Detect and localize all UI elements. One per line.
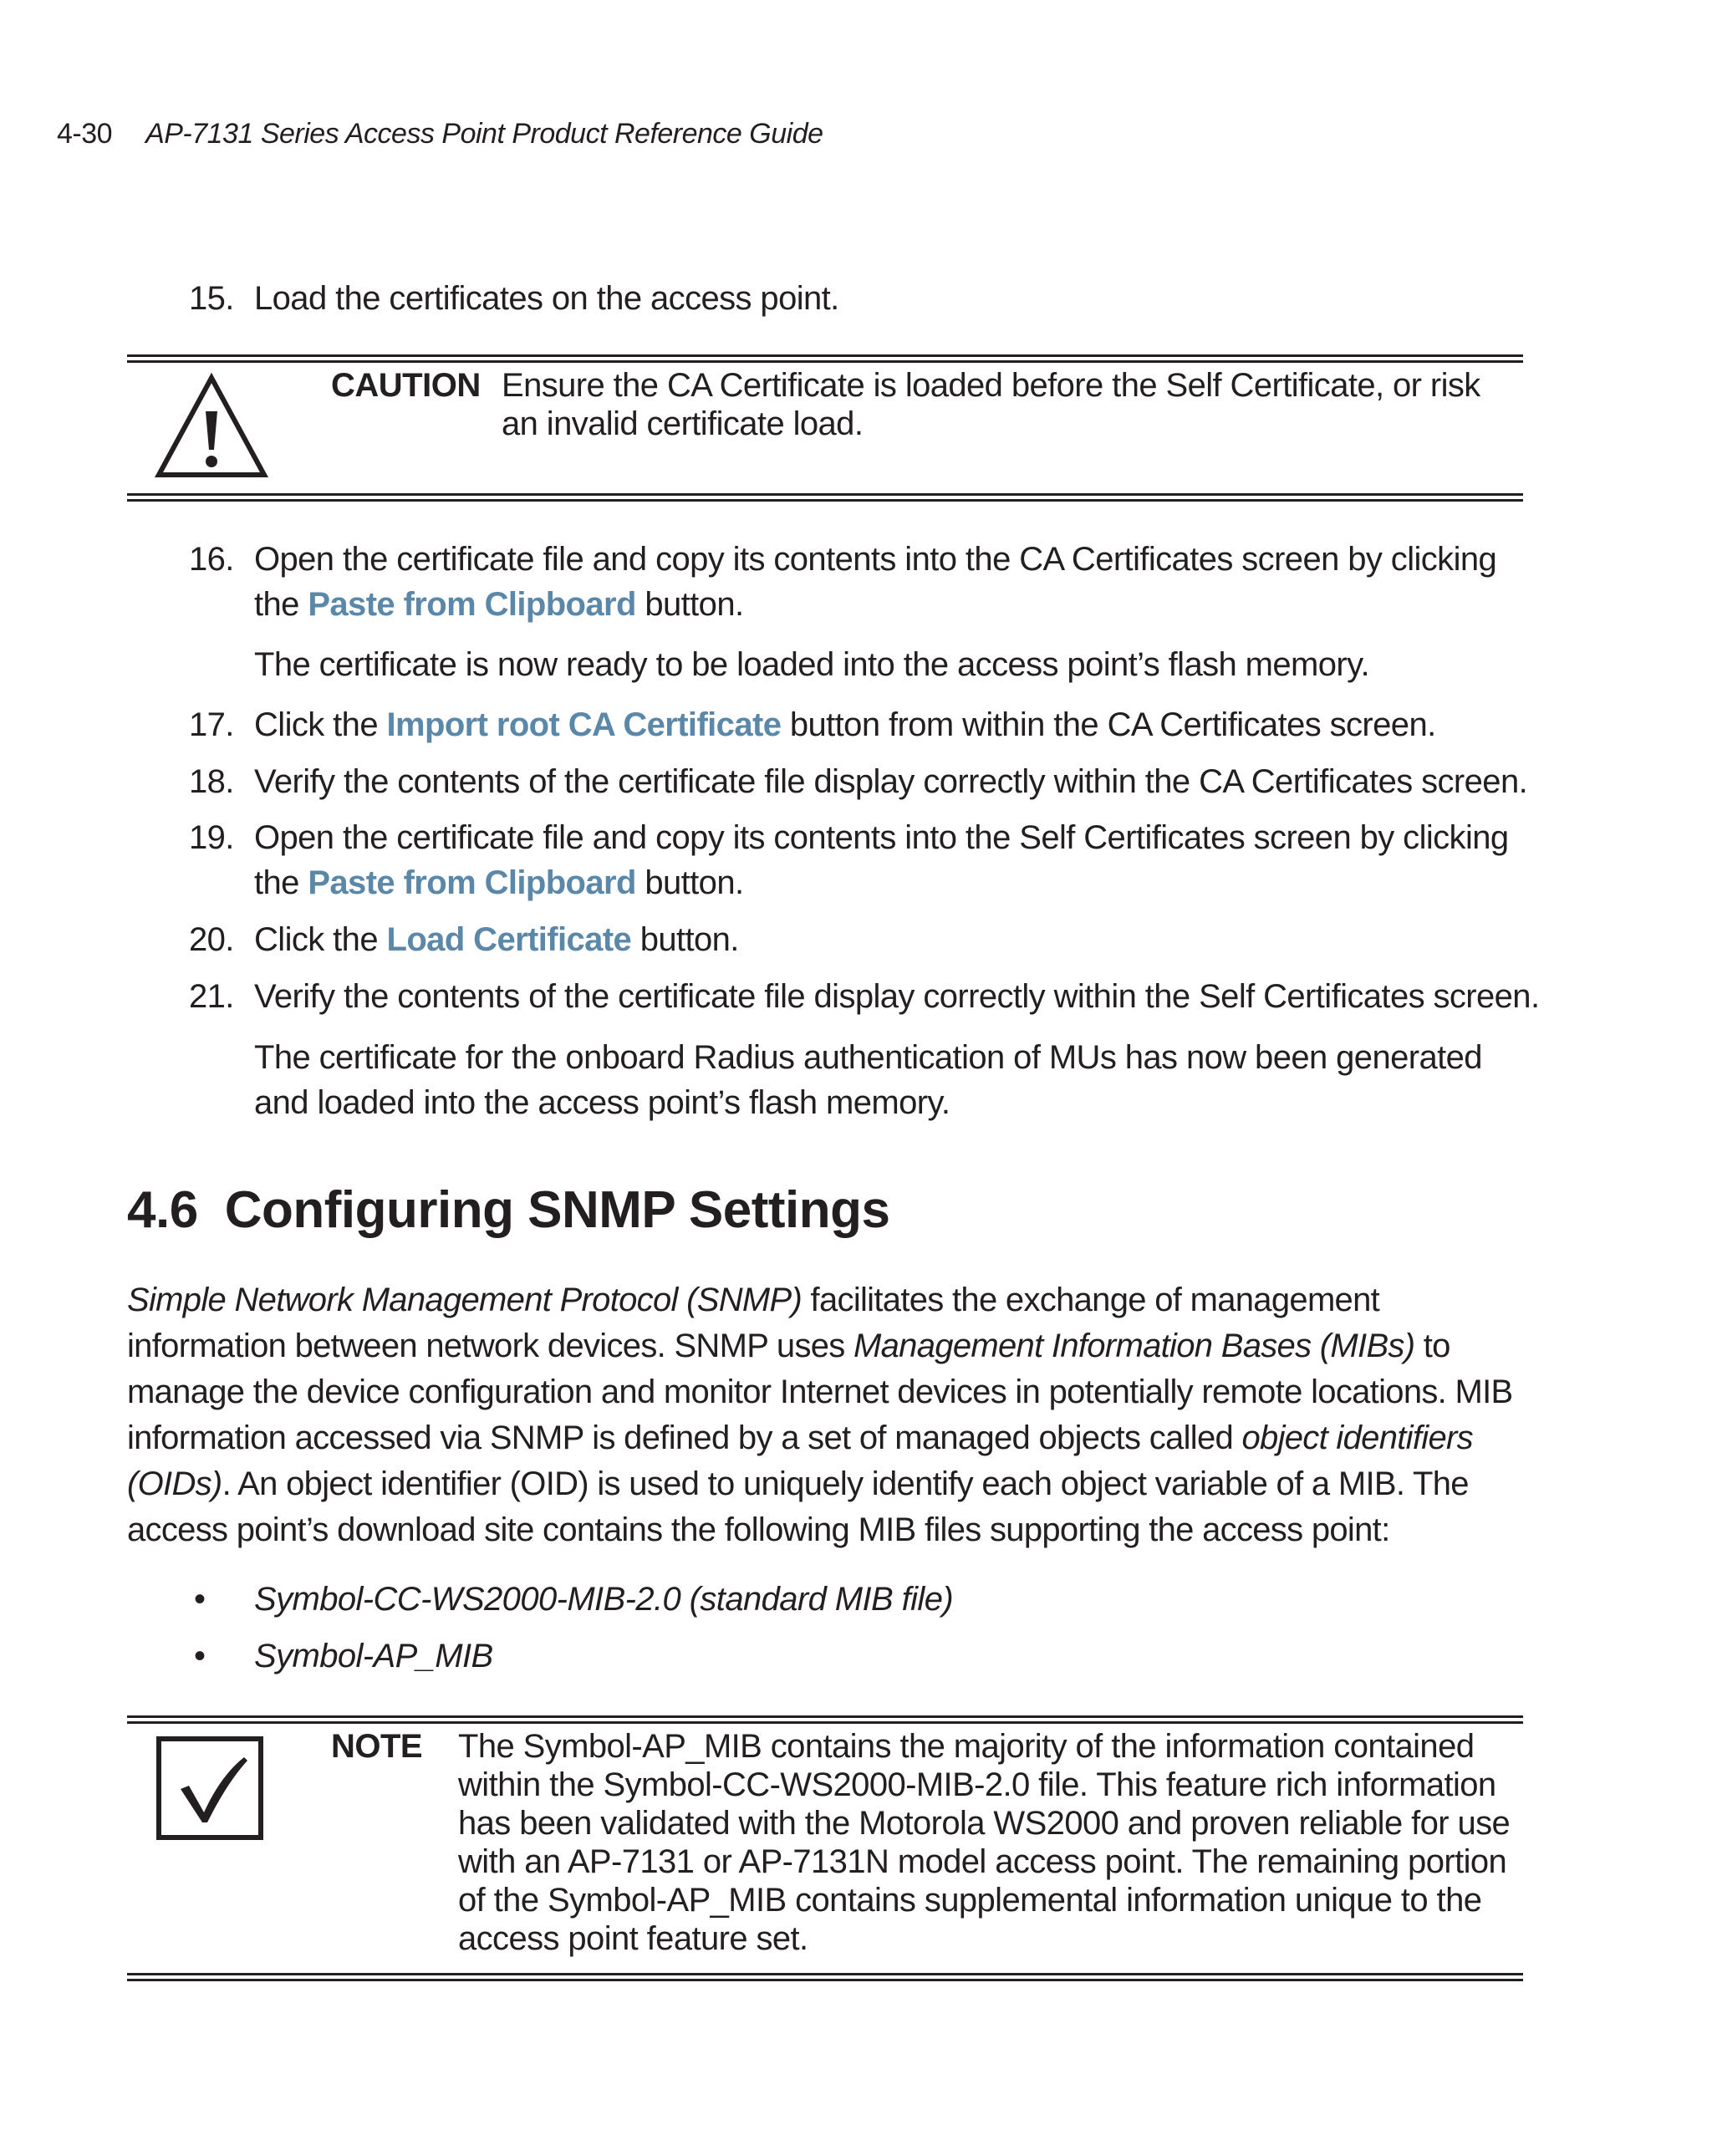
note-line-3: has been validated with the Motorola WS2000 and proven reliable for use	[458, 1805, 1511, 1842]
guide-title: AP-7131 Series Access Point Product Reference Guide	[145, 118, 823, 150]
note-top-rule	[127, 1715, 1523, 1724]
paste-from-clipboard-link: Paste from Clipboard	[308, 586, 636, 623]
step-text-post: button.	[635, 864, 744, 901]
paste-from-clipboard-link: Paste from Clipboard	[308, 864, 636, 901]
note-line-1: The Symbol-AP_MIB contains the majority of the information contained	[458, 1728, 1475, 1765]
section-number: 4.6	[127, 1181, 198, 1239]
step-number: 15.	[189, 280, 234, 317]
step-text-pre: Open the certificate file and copy its contents into the Self Certificates screen by clicking the	[254, 819, 1509, 901]
import-root-ca-certificate-link: Import root CA Certificate	[386, 706, 782, 743]
step-number: 21.	[189, 978, 234, 1015]
oids-term: object identifiers (OIDs)	[127, 1419, 1473, 1502]
step-16-note: The certificate is now ready to be loaded into the access point’s flash memory.	[254, 646, 1370, 683]
step-text-post: button.	[631, 921, 739, 958]
page-number: 4-30	[57, 118, 113, 150]
section-title: Configuring SNMP Settings	[224, 1181, 890, 1239]
intro-text-3: . An object identifier (OID) is used to uniquely identify each object variable of a MIB. The access point’s download site contains the following MIB files supporting the access point:	[127, 1465, 1469, 1548]
snmp-term: Simple Network Management Protocol (SNMP)	[127, 1282, 802, 1318]
step-number: 20.	[189, 921, 234, 958]
bullet-icon: •	[194, 1581, 206, 1618]
list-item-text: Symbol-AP_MIB	[254, 1638, 493, 1674]
caution-top-rule	[127, 354, 1523, 363]
intro-text-1: facilitates the exchange of management information between network devices. SNMP uses	[127, 1282, 1380, 1364]
mibs-term: Management Information Bases (MIBs)	[853, 1328, 1415, 1364]
checkmark-box-icon	[155, 1736, 264, 1841]
note-line-4: with an AP-7131 or AP-7131N model access point. The remaining portion	[458, 1843, 1507, 1880]
step-text	[254, 702, 1541, 747]
caution-bottom-rule	[127, 493, 1523, 502]
step-text: Verify the contents of the certificate file display correctly within the Self Certificates screen.	[254, 978, 1540, 1015]
running-header	[57, 117, 823, 150]
step-text-post: button.	[635, 586, 744, 623]
step-text: Verify the contents of the certificate file display correctly within the CA Certificates screen.	[254, 763, 1528, 800]
step-text-pre: Click the	[254, 921, 387, 958]
step-text-post: button from within the CA Certificates screen.	[781, 706, 1436, 743]
section-heading	[127, 1180, 889, 1241]
note-label: NOTE	[331, 1728, 423, 1765]
note-line-2: within the Symbol-CC-WS2000-MIB-2.0 file. This feature rich information	[458, 1766, 1496, 1803]
note-line-5: of the Symbol-AP_MIB contains supplemental information unique to the	[458, 1882, 1482, 1919]
step-21-note: The certificate for the onboard Radius authentication of MUs has now been generated and loaded into the access point’s flash memory.	[254, 1039, 1482, 1121]
bullet-icon: •	[194, 1638, 206, 1674]
step-text	[254, 537, 1541, 627]
step-number: 16.	[189, 541, 234, 578]
caution-line-1: Ensure the CA Certificate is loaded before the Self Certificate, or risk	[502, 367, 1480, 404]
step-text: Load the certificates on the access point.	[254, 280, 839, 317]
step-number: 17.	[189, 706, 234, 743]
load-certificate-link: Load Certificate	[386, 921, 632, 958]
snmp-intro-paragraph	[127, 1277, 1531, 1553]
step-number: 19.	[189, 819, 234, 856]
caution-line-2: an invalid certificate load.	[502, 405, 864, 442]
step-number: 18.	[189, 763, 234, 800]
step-text-pre: Open the certificate file and copy its contents into the CA Certificates screen by clicking the	[254, 541, 1497, 623]
step-text	[254, 917, 1541, 962]
step-text	[254, 815, 1541, 905]
warning-triangle-icon	[154, 373, 269, 480]
caution-label: CAUTION	[331, 367, 481, 404]
note-bottom-rule	[127, 1973, 1523, 1981]
note-line-6: access point feature set.	[458, 1920, 808, 1957]
intro-text-2: to manage the device configuration and monitor Internet devices in potentially remote locations. MIB information accessed via SNMP is defined by a set of managed objects called	[127, 1328, 1513, 1456]
list-item-text: Symbol-CC-WS2000-MIB-2.0 (standard MIB file)	[254, 1581, 954, 1618]
step-text-pre: Click the	[254, 706, 387, 743]
